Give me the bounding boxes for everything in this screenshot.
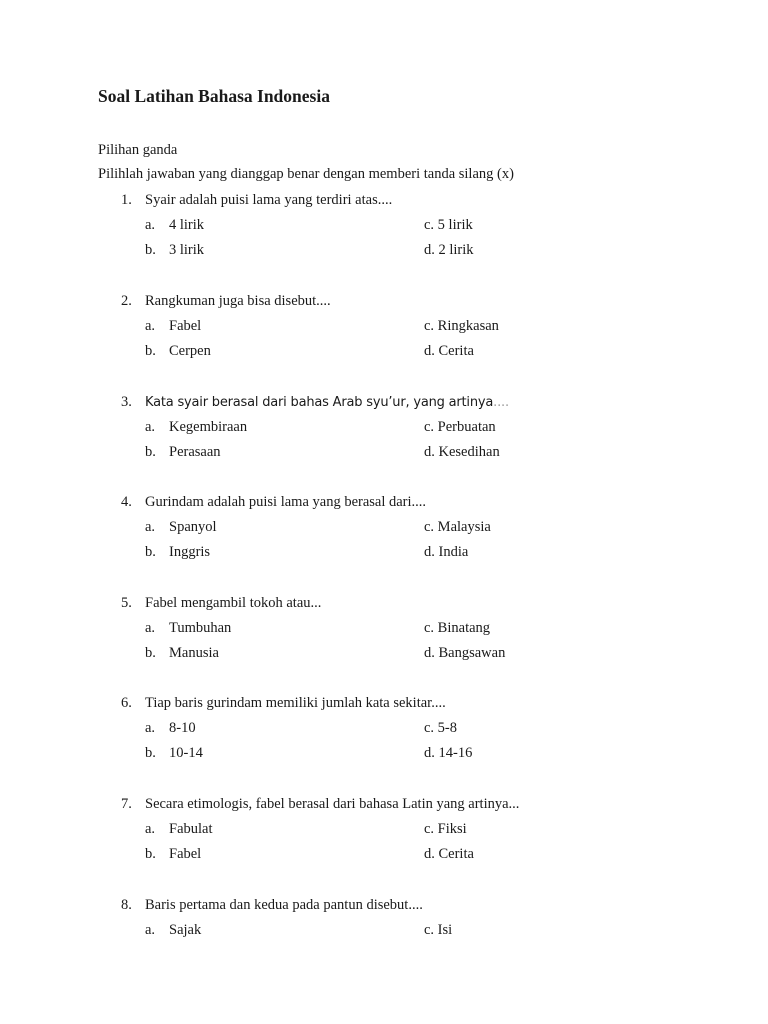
question-text: Fabel mengambil tokoh atau... — [145, 595, 322, 611]
option-c: c. 5-8 — [424, 720, 458, 736]
option-letter: a. — [145, 318, 156, 334]
option-a: 8-10 — [169, 720, 196, 736]
question-text-ellipsis: .... — [493, 395, 509, 410]
option-letter: b. — [145, 242, 156, 258]
option-letter: a. — [145, 821, 156, 837]
instruction-text: Pilihlah jawaban yang dianggap benar dengan memberi tanda silang (x) — [98, 166, 514, 182]
option-b: Manusia — [169, 645, 219, 661]
option-d: d. Cerita — [424, 846, 474, 862]
option-letter: a. — [145, 519, 156, 535]
option-d: d. Cerita — [424, 343, 474, 359]
option-c: c. Fiksi — [424, 821, 467, 837]
page-title: Soal Latihan Bahasa Indonesia — [98, 86, 330, 106]
option-letter: a. — [145, 419, 156, 435]
option-letter: b. — [145, 343, 156, 359]
question-number: 6. — [121, 695, 132, 711]
option-d: d. 2 lirik — [424, 242, 474, 258]
option-d: d. India — [424, 544, 469, 560]
option-c: c. Perbuatan — [424, 419, 496, 435]
question-number: 1. — [121, 192, 132, 208]
question-text: Rangkuman juga bisa disebut.... — [145, 293, 331, 309]
option-letter: b. — [145, 444, 156, 460]
option-b: Fabel — [169, 846, 202, 862]
option-letter: a. — [145, 720, 156, 736]
option-d: d. 14-16 — [424, 745, 473, 761]
question-text-main: Kata syair berasal dari bahas Arab syu’ur, yang artinya — [145, 395, 494, 410]
question-number: 3. — [121, 394, 132, 410]
option-b: Cerpen — [169, 343, 211, 359]
option-a: 4 lirik — [169, 217, 205, 233]
option-a: Fabel — [169, 318, 202, 334]
option-letter: b. — [145, 745, 156, 761]
question-text: Gurindam adalah puisi lama yang berasal dari.... — [145, 494, 427, 510]
question-text — [145, 395, 509, 410]
option-a: Fabulat — [169, 821, 213, 837]
question-number: 4. — [121, 494, 132, 510]
option-a: Sajak — [169, 922, 202, 938]
option-d: d. Bangsawan — [424, 645, 506, 661]
section-subtitle: Pilihan ganda — [98, 142, 178, 158]
option-letter: a. — [145, 217, 156, 233]
option-letter: a. — [145, 620, 156, 636]
question-number: 8. — [121, 897, 132, 913]
option-c: c. Malaysia — [424, 519, 491, 535]
question-text: Secara etimologis, fabel berasal dari bahasa Latin yang artinya... — [145, 796, 520, 812]
option-b: Perasaan — [169, 444, 221, 460]
question-text: Baris pertama dan kedua pada pantun disebut.... — [145, 897, 423, 913]
option-letter: b. — [145, 846, 156, 862]
option-letter: b. — [145, 645, 156, 661]
option-letter: a. — [145, 922, 156, 938]
option-letter: b. — [145, 544, 156, 560]
option-b: 3 lirik — [169, 242, 205, 258]
option-a: Spanyol — [169, 519, 217, 535]
option-c: c. Ringkasan — [424, 318, 499, 334]
option-c: c. Isi — [424, 922, 453, 938]
question-number: 7. — [121, 796, 132, 812]
question-text: Tiap baris gurindam memiliki jumlah kata sekitar.... — [145, 695, 446, 711]
question-text: Syair adalah puisi lama yang terdiri atas.... — [145, 192, 393, 208]
option-b: Inggris — [169, 544, 211, 560]
question-number: 2. — [121, 293, 132, 309]
option-d: d. Kesedihan — [424, 444, 500, 460]
option-c: c. Binatang — [424, 620, 491, 636]
option-a: Kegembiraan — [169, 419, 248, 435]
option-b: 10-14 — [169, 745, 203, 761]
question-number: 5. — [121, 595, 132, 611]
option-a: Tumbuhan — [169, 620, 232, 636]
option-c: c. 5 lirik — [424, 217, 473, 233]
